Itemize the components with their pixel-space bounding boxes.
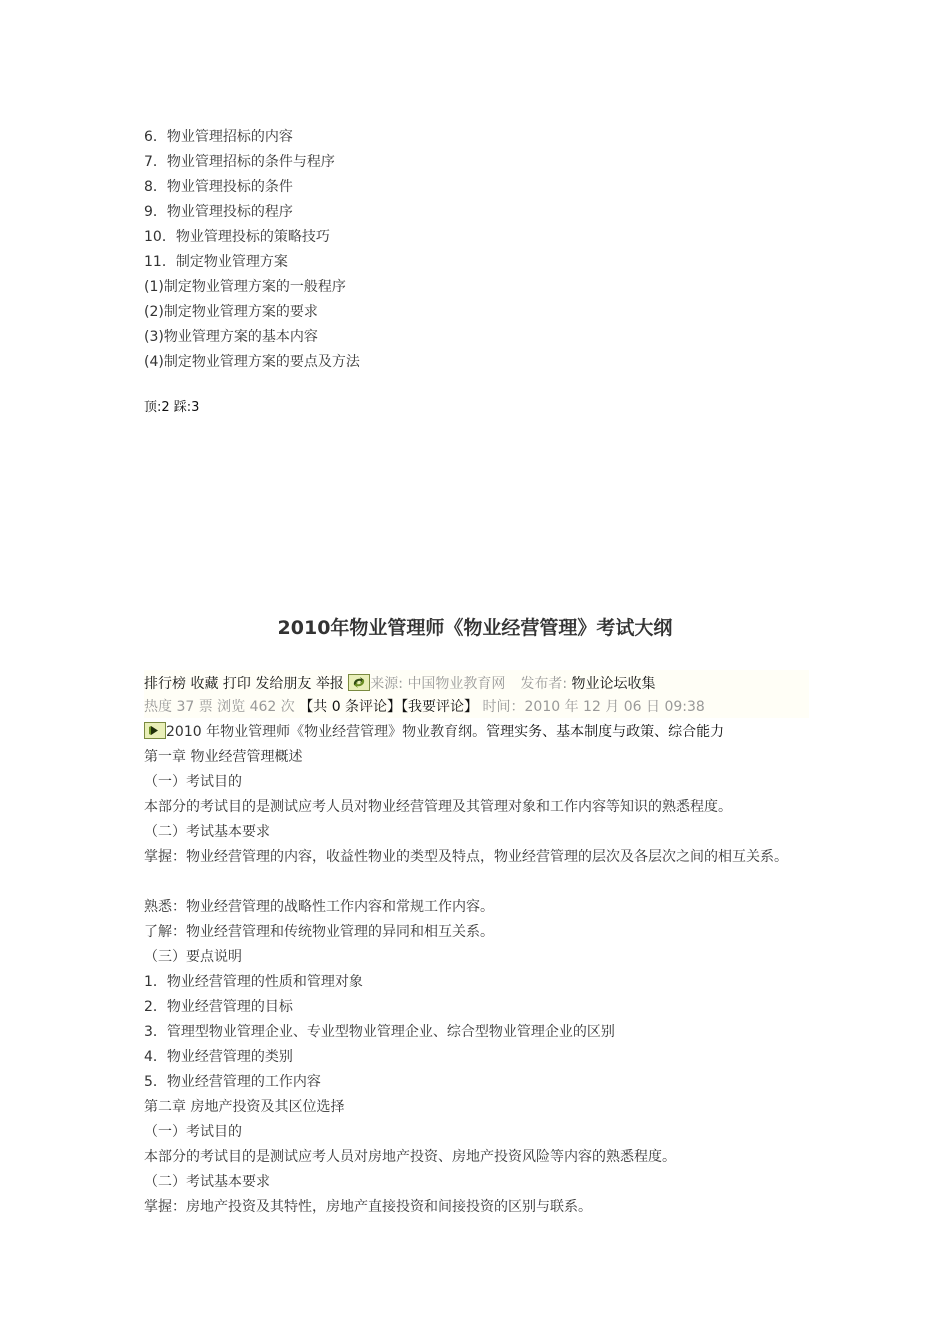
body-paragraph: 掌握：物业经营管理的内容，收益性物业的类型及特点，物业经营管理的层次及各层次之间的相互关系。 [144,849,788,865]
view-count: 浏览 462 次 [217,699,295,715]
list-item: 3．管理型物业管理企业、专业型物业管理企业、综合型物业管理企业的区别 [144,1024,615,1040]
list-item: 5．物业经营管理的工作内容 [144,1074,321,1090]
list-item: 7．物业管理招标的条件与程序 [144,154,335,170]
intro-text: 2010 年物业管理师《物业经营管理》物业教育纲。 [166,724,487,740]
body-paragraph: 熟悉：物业经营管理的战略性工作内容和常规工作内容。 [144,899,494,915]
vote-counts[interactable]: 顶:2 踩:3 [144,400,200,415]
list-item: (3)物业管理方案的基本内容 [144,329,318,345]
publisher-label: 发布者: [520,676,568,692]
list-item: (4)制定物业管理方案的要点及方法 [144,354,360,370]
comments-count-link[interactable]: 【共 0 条评论】 [299,699,402,715]
article-intro [144,721,724,743]
refresh-icon[interactable] [348,674,370,691]
favorite-link[interactable]: 收藏 [190,676,219,692]
list-item: 8．物业管理投标的条件 [144,179,293,195]
send-to-friend-link[interactable]: 发给朋友 [255,676,312,692]
section-heading: （二）考试基本要求 [144,824,270,840]
source-label: 来源: [370,676,403,692]
section-heading: （一）考试目的 [144,774,242,790]
list-item: (1)制定物业管理方案的一般程序 [144,279,346,295]
arrow-icon [144,722,166,739]
section-heading: （三）要点说明 [144,949,242,965]
publish-time: 时间：2010 年 12 月 06 日 09:38 [482,699,705,715]
chapter-heading: 第一章 物业经营管理概述 [144,749,303,765]
article-toolbar [144,673,656,695]
list-item: 9．物业管理投标的程序 [144,204,293,220]
body-paragraph: 本部分的考试目的是测试应考人员对房地产投资、房地产投资风险等内容的熟悉程度。 [144,1149,676,1165]
article-stats [144,696,705,718]
section-heading: （二）考试基本要求 [144,1174,270,1190]
body-paragraph: 本部分的考试目的是测试应考人员对物业经营管理及其管理对象和工作内容等知识的熟悉程度。 [144,799,732,815]
print-link[interactable]: 打印 [222,676,251,692]
list-item: 2．物业经营管理的目标 [144,999,293,1015]
list-item: 11．制定物业管理方案 [144,254,288,270]
list-item: 4．物业经营管理的类别 [144,1049,293,1065]
heat-count: 热度 37 票 [144,699,213,715]
chapter-heading: 第二章 房地产投资及其区位选择 [144,1099,345,1115]
list-item: 1．物业经营管理的性质和管理对象 [144,974,363,990]
body-paragraph: 掌握：房地产投资及其特性，房地产直接投资和间接投资的区别与联系。 [144,1199,592,1215]
ranking-link[interactable]: 排行榜 [144,676,186,692]
list-item: (2)制定物业管理方案的要求 [144,304,318,320]
list-item: 10．物业管理投标的策略技巧 [144,229,330,245]
body-paragraph: 了解：物业经营管理和传统物业管理的异同和相互关系。 [144,924,494,940]
article-title: 2010年物业管理师《物业经营管理》考试大纲 [277,617,673,639]
source-value: 中国物业教育网 [407,676,506,692]
report-link[interactable]: 举报 [315,676,344,692]
write-comment-link[interactable]: 【我要评论】 [401,699,479,715]
publisher-value[interactable]: 物业论坛收集 [571,676,656,692]
intro-links[interactable]: 管理实务、基本制度与政策、综合能力 [486,724,725,740]
list-item: 6．物业管理招标的内容 [144,129,293,145]
section-heading: （一）考试目的 [144,1124,242,1140]
